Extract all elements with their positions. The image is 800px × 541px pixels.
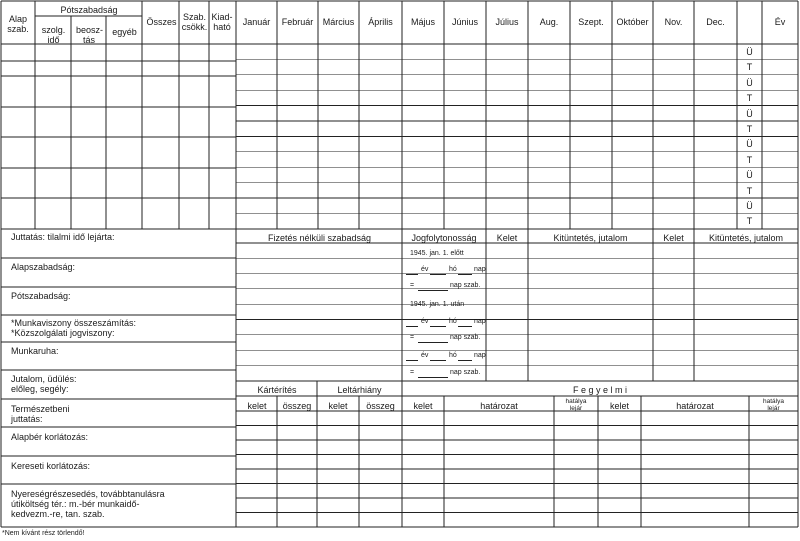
month-header-6: Június — [451, 17, 478, 27]
label-eloleg: előleg, segély: — [11, 384, 69, 394]
sub-kelet-3: kelet — [413, 401, 433, 411]
eq-label-3: = — [410, 369, 415, 376]
ev-blank-2 — [406, 326, 418, 327]
ut-marker-4: T — [746, 93, 753, 104]
month-header-2: Február — [281, 17, 314, 27]
sub-osszeg-1: összeg — [282, 401, 312, 411]
ev-label-2: év — [421, 318, 429, 325]
ut-marker-12: T — [746, 216, 753, 227]
label-jutalom: Jutalom, üdülés: — [11, 374, 77, 384]
nap-blank-3 — [458, 360, 472, 361]
ut-marker-8: T — [746, 154, 753, 165]
ev-label-3: év — [421, 352, 429, 359]
month-header-11: Nov. — [664, 17, 683, 27]
label-kereseti: Kereseti korlátozás: — [11, 461, 91, 471]
sub-kelet-4: kelet — [609, 401, 629, 411]
ut-marker-5: Ü — [746, 108, 753, 119]
label-juttatas: juttatás: — [11, 414, 43, 424]
ho-label-3: hó — [449, 352, 457, 359]
label-munkaruha: Munkaruha: — [11, 346, 59, 356]
label-potszabadsag: Pótszabadság: — [11, 291, 71, 301]
header-fegyelmi: F e g y e l m i — [572, 385, 627, 395]
ev-blank-3 — [406, 360, 418, 361]
header-szab-csokk: Szab. csökk. — [181, 12, 208, 32]
ut-marker-7: Ü — [746, 139, 753, 150]
sub-hatarozat-1: határozat — [480, 401, 518, 411]
jog-after-1945: 1945. jan. 1. után — [410, 301, 465, 308]
nap-szab-label-2: nap szab. — [450, 334, 481, 341]
header-kituntetes-2: Kitüntetés, jutalom — [708, 233, 784, 243]
ut-marker-11: Ü — [746, 201, 753, 211]
label-munkaviszony: *Munkaviszony összeszámítás: — [11, 318, 137, 328]
header-szolg-ido: szolg. idő — [41, 25, 66, 45]
header-kelet-1: Kelet — [496, 233, 518, 243]
sub-hatarozat-2: határozat — [676, 401, 714, 411]
month-header-1: Január — [242, 17, 271, 27]
ho-blank-3 — [430, 360, 446, 361]
ho-label-2: hó — [449, 318, 457, 325]
label-alapszabadsag: Alapszabadság: — [11, 262, 76, 272]
ut-marker-2: T — [746, 62, 753, 73]
nap-blank-1 — [458, 274, 472, 275]
label-nyereseg-3: kedvezm.-re, tan. szab. — [11, 509, 105, 519]
header-kituntetes-1: Kitüntetés, jutalom — [553, 233, 628, 243]
header-beosztas: beosz- tás — [76, 25, 104, 45]
sub-hatalya-1: hatálya lejár — [565, 398, 587, 412]
nap-blank-2 — [458, 326, 472, 327]
month-header-5: Május — [410, 17, 435, 27]
month-header-9: Szept. — [578, 17, 604, 27]
header-alap-szab: Alap szab. — [7, 14, 29, 34]
sub-hatalya-2: hatálya lejár — [763, 398, 784, 412]
label-termeszetbeni: Természetbeni — [11, 404, 70, 414]
header-leltarhiany: Leltárhiány — [337, 385, 382, 395]
footnote: *Nem kívánt rész törlendő! — [2, 530, 85, 537]
ut-marker-1: Ü — [746, 47, 753, 57]
header-egyeb: egyéb — [112, 27, 137, 37]
header-jogfolytonossag: Jogfolytonosság — [411, 233, 477, 243]
header-kelet-2: Kelet — [663, 233, 684, 243]
label-tilalmi-ido: Juttatás: tilalmi idő lejárta: — [11, 232, 115, 242]
sub-osszeg-2: összeg — [366, 401, 395, 411]
ev-blank-1 — [406, 274, 418, 275]
nap-szab-label-3: nap szab. — [450, 369, 481, 376]
header-karterites: Kártérítés — [257, 385, 297, 395]
header-osszes: Összes — [146, 17, 177, 27]
szab-blank-3 — [418, 377, 448, 378]
eq-label-2: = — [410, 334, 415, 341]
label-nyereseg-1: Nyereségrészesedés, továbbtanulásra — [11, 489, 165, 499]
month-header-10: Október — [616, 17, 649, 27]
nap-label-2: nap — [474, 318, 486, 325]
header-fizetes-nelkuli: Fizetés nélküli szabadság — [267, 233, 372, 243]
eq-label-1: = — [410, 282, 415, 289]
sub-kelet-1: kelet — [247, 401, 267, 411]
ut-marker-6: T — [746, 124, 753, 134]
label-nyereseg-2: útiköltség tér.: m.-bér munkaidő- — [11, 499, 140, 509]
month-header-7: Július — [495, 17, 519, 27]
szab-blank-1 — [418, 290, 448, 291]
label-kozszolgalati: *Közszolgálati jogviszony: — [11, 328, 115, 338]
month-header-3: Március — [322, 17, 355, 27]
nap-label-3: nap — [474, 352, 486, 359]
jog-before-1945: 1945. jan. 1. előtt — [410, 250, 464, 257]
sub-kelet-2: kelet — [328, 401, 348, 411]
header-kiadhato: Kiad- ható — [211, 12, 233, 32]
ho-blank-1 — [430, 274, 446, 275]
ut-marker-3: Ü — [746, 77, 753, 88]
nap-szab-label-1: nap szab. — [450, 282, 481, 289]
ev-label-1: év — [421, 266, 429, 273]
header-ev: Év — [774, 17, 786, 27]
header-potszabadsag: Pótszabadság — [60, 5, 118, 15]
ut-marker-10: T — [746, 185, 753, 196]
ho-label-1: hó — [449, 266, 457, 273]
ut-marker-9: Ü — [746, 170, 753, 181]
szab-blank-2 — [418, 342, 448, 343]
nap-label-1: nap — [474, 266, 486, 273]
ho-blank-2 — [430, 326, 446, 327]
month-header-4: Április — [368, 17, 393, 27]
label-alapber: Alapbér korlátozás: — [11, 432, 89, 442]
month-header-8: Aug. — [539, 17, 559, 27]
month-header-12: Dec. — [706, 17, 725, 27]
